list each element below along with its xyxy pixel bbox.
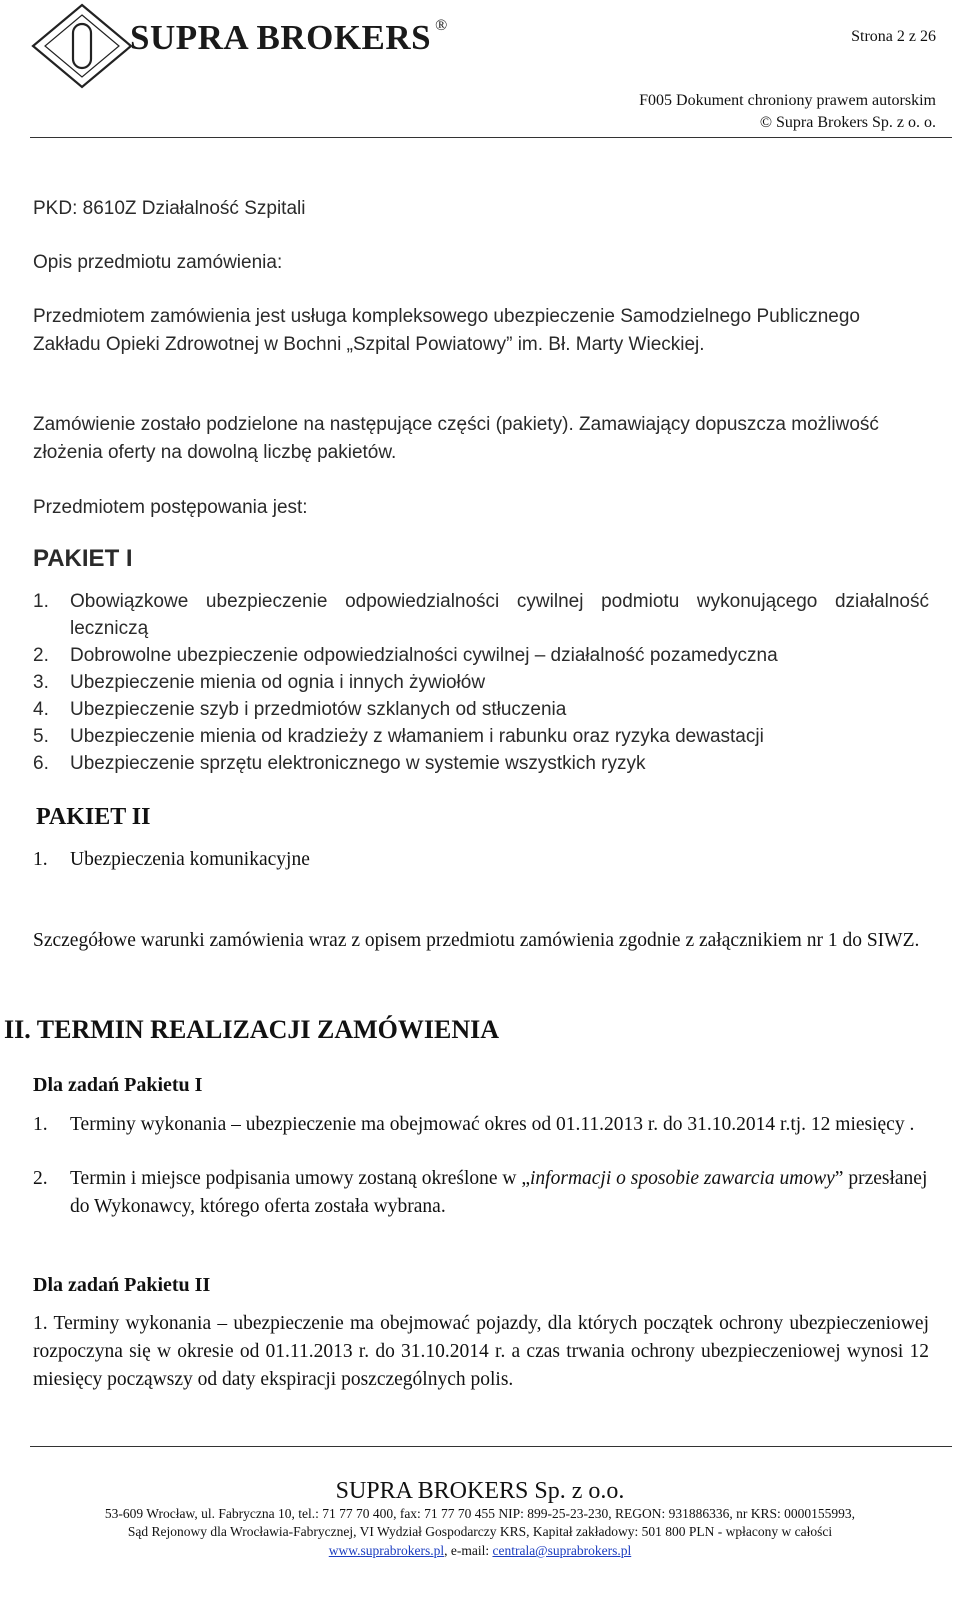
footer-contact-line: www.suprabrokers.pl, e-mail: centrala@suprabrokers.pl (328, 1543, 632, 1558)
website-link[interactable]: www.suprabrokers.pl (328, 1543, 445, 1558)
page-number: Strona 2 z 26 (851, 28, 936, 45)
list-item: 6. Ubezpieczenie sprzętu elektronicznego w systemie wszystkich ryzyk (33, 753, 646, 774)
postepowanie-label: Przedmiotem postępowania jest: (33, 497, 308, 518)
header-divider (30, 137, 952, 138)
list-item: 2. Dobrowolne ubezpieczenie odpowiedzialności cywilnej – działalność pozamedyczna (33, 645, 778, 666)
opis-label: Opis przedmiotu zamówienia: (33, 252, 283, 273)
pakiet-1-heading: PAKIET I (33, 545, 133, 572)
footer-divider (30, 1446, 952, 1447)
pakiet-2-heading: PAKIET II (36, 804, 151, 830)
copyright-line: © Supra Brokers Sp. z o. o. (759, 114, 936, 131)
company-logo-icon (30, 2, 135, 90)
pakiety-paragraph: Zamówienie zostało podzielone na następujące części (pakiety). Zamawiający dopuszcza możliwość złożenia oferty na dowolną liczbę pakietów. (33, 414, 879, 463)
pakiet-2-terms-paragraph: 1. Terminy wykonania – ubezpieczenie ma obejmować pojazdy, dla których początek ochrony ubezpieczeniowej rozpoczyna się w okresie od 01.11.2013 r. do 31.10.2014 r. a czas trwania ochrony ubezpieczeniowej wynosi 12 miesięcy począwszy od daty ekspiracji poszczególnych polis. (33, 1313, 929, 1390)
pkd-line: PKD: 8610Z Działalność Szpitali (33, 198, 306, 219)
brand-name: SUPRA BROKERS ® (130, 17, 448, 57)
email-link[interactable]: centrala@suprabrokers.pl (492, 1543, 632, 1558)
list-item: 4. Ubezpieczenie szyb i przedmiotów szklanych od stłuczenia (33, 699, 567, 720)
pakiet-1-list (33, 588, 929, 777)
footer-address-line: 53-609 Wrocław, ul. Fabryczna 10, tel.: 71 77 70 400, fax: 71 77 70 455 NIP: 899-25-23-230, REGON: 931886336, nr KRS: 0000155993, (104, 1506, 856, 1521)
list-item: 2. Termin i miejsce podpisania umowy zostaną określone w „informacji o sposobie zawarcia umowy” przesłanej do Wykonawcy, którego oferta została wybrana. (33, 1168, 928, 1217)
list-item: 1. Terminy wykonania – ubezpieczenie ma obejmować okres od 01.11.2013 r. do 31.10.2014 r.tj. 12 miesięcy . (33, 1114, 915, 1135)
list-item: 1. Ubezpieczenia komunikacyjne (33, 849, 310, 870)
pakiet-1-terms (33, 1111, 929, 1221)
section-2-heading: II. TERMIN REALIZACJI ZAMÓWIENIA (4, 1015, 500, 1044)
pakiet-1-subheading: Dla zadań Pakietu I (33, 1074, 203, 1096)
registered-mark: ® (435, 17, 448, 35)
list-item: 3. Ubezpieczenie mienia od ognia i innych żywiołów (33, 672, 486, 693)
pakiet-2-subheading: Dla zadań Pakietu II (33, 1274, 211, 1296)
doc-protection-note: F005 Dokument chroniony prawem autorskim (639, 92, 936, 109)
pakiet-2-list (33, 846, 929, 873)
list-item: 5. Ubezpieczenie mienia od kradzieży z włamaniem i rabunku oraz ryzyka dewastacji (33, 726, 764, 747)
szczegolowe-paragraph: Szczegółowe warunki zamówienia wraz z opisem przedmiotu zamówienia zgodnie z załącznikiem nr 1 do SIWZ. (33, 930, 920, 951)
przedmiot-paragraph: Przedmiotem zamówienia jest usługa kompleksowego ubezpieczenie Samodzielnego Publicznego Zakładu Opieki Zdrowotnej w Bochni „Szpital Powiatowy” im. Bł. Marty Wieckiej. (33, 306, 860, 355)
footer-court-line: Sąd Rejonowy dla Wrocławia-Fabrycznej, VI Wydział Gospodarczy KRS, Kapitał zakładowy: 501 800 PLN - wpłacony w całości (127, 1524, 833, 1539)
list-item: 1. Obowiązkowe ubezpieczenie odpowiedzialności cywilnej podmiotu wykonującego działalność leczniczą (33, 591, 929, 639)
footer-company-name: SUPRA BROKERS Sp. z o.o. (335, 1478, 625, 1504)
